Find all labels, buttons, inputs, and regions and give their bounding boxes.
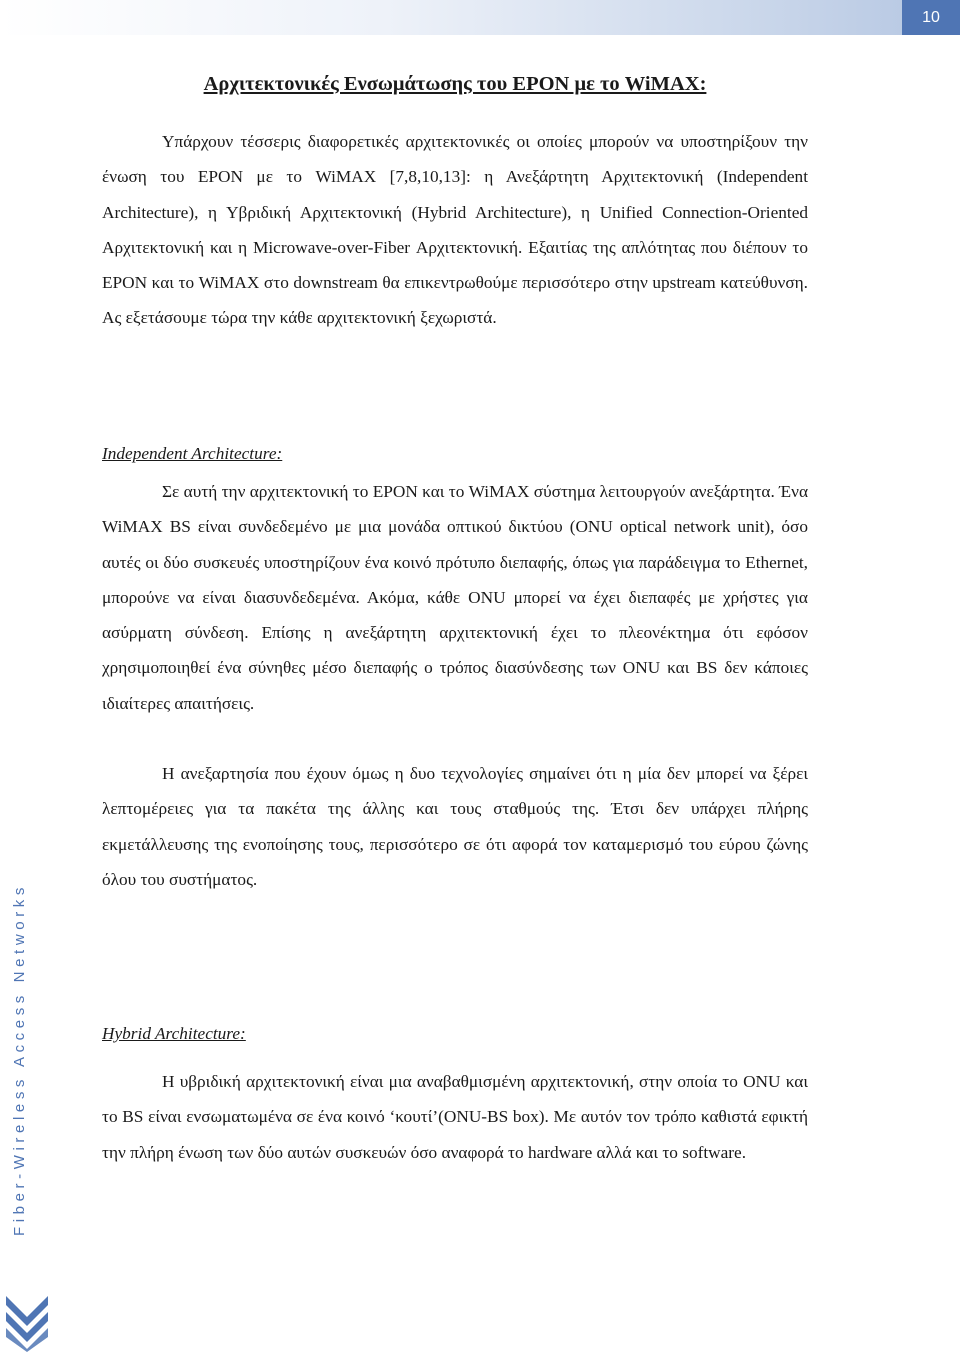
intro-paragraph: Υπάρχουν τέσσερις διαφορετικές αρχιτεκτονικές οι οποίες μπορούν να υποστηρίξουν την ένωση του EPON με το WiMAX [7,8,10,13]: η Ανεξάρτητη Αρχιτεκτονική (Independent Architecture), η Υβριδική Αρχιτεκτονική (Hybrid Architecture), η Unified Connection-Oriented Αρχιτεκτονική και η Microwave-over-Fiber Αρχιτεκτονική. Εξαιτίας της απλότητας που διέπουν το EPON και το WiMAX στο downstream θα επικεντρωθούμε περισσότερο στην upstream κατεύθυνση. Ας εξετάσουμε τώρα την κάθε αρχιτεκτονική ξεχωριστά. (102, 132, 808, 328)
running-title (4, 860, 34, 1260)
section-heading-hybrid: Hybrid Architecture: (102, 1024, 246, 1043)
independent-paragraph-1: Σε αυτή την αρχιτεκτονική το EPON και το WiMAX σύστημα λειτουργούν ανεξάρτητα. Ένα WiMAX BS είναι συνδεδεμένο με μια μονάδα οπτικού δικτύου (ONU optical network unit), όσο αυτές οι δύο συσκευές υποστηρίζουν ένα κοινό πρότυπο διεπαφής, όπως για παράδειγμα το Ethernet, μπορούνε να είναι διασυνδεδεμένα. Ακόμα, κάθε ONU μπορεί να έχει διεπαφές με χρήστες για ασύρματη σύνδεση. Επίσης η ανεξάρτητη αρχιτεκτονική έχει το πλεονέκτημα ότι εφόσον χρησιμοποιηθεί ένα σύνηθες μέσο διεπαφής ο τρόπος διασύνδεσης των ONU και BS δεν κάποιες ιδιαίτερες απαιτήσεις. (102, 482, 808, 713)
header-bar (0, 0, 960, 35)
document-title: Αρχιτεκτονικές Ενσωμάτωσης του EPON με το WiMAX: (203, 73, 707, 95)
independent-paragraph-2: Η ανεξαρτησία που έχουν όμως η δυο τεχνολογίες σημαίνει ότι η μία δεν μπορεί να ξέρει λεπτομέρειες για τα πακέτα της άλλης και τους σταθμούς της. Έτσι δεν υπάρχει πλήρης εκμετάλλευσης της ενοποίησης τους, περισσότερο σε ότι αφορά τον καταμερισμό του εύρου ζώνης όλου του συστήματος. (102, 764, 808, 889)
double-chevron-logo-icon (4, 1292, 50, 1352)
page-number: 10 (902, 0, 960, 35)
section-heading-independent: Independent Architecture: (102, 444, 283, 463)
running-title-text: Fiber-Wireless Access Networks (10, 883, 28, 1237)
hybrid-paragraph-1: Η υβριδική αρχιτεκτονική είναι μια αναβαθμισμένη αρχιτεκτονική, στην οποία το ONU και το BS είναι ενσωματωμένα σε ένα κοινό ‘κουτί’(ONU-BS box). Με αυτόν τον τρόπο καθιστά εφικτή την πλήρη ένωση των δύο αυτών συσκευών όσο αναφορά το hardware αλλά και το software. (102, 1072, 808, 1162)
